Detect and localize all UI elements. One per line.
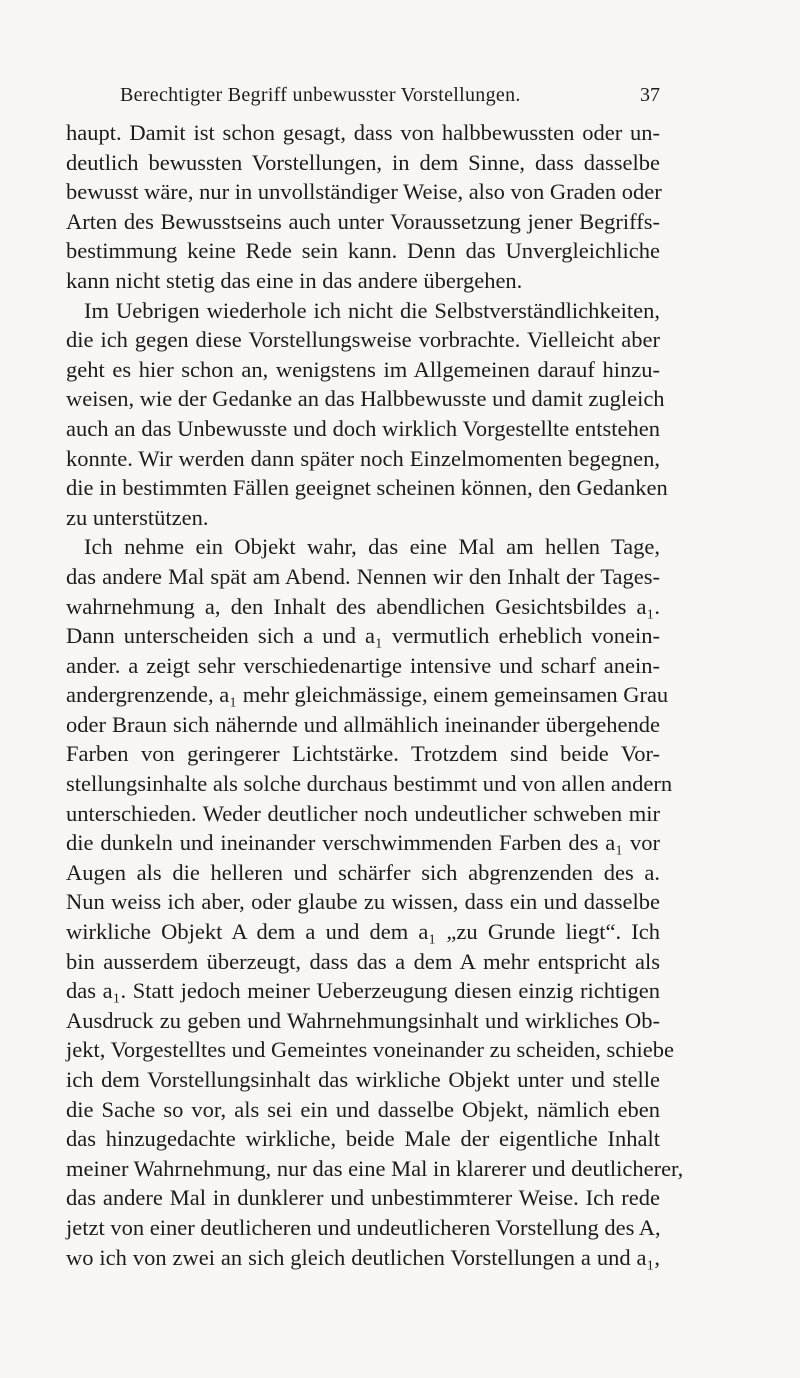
text-line: Ausdruck zu geben und Wahrnehmungsinhalt und wirkliches Ob- xyxy=(66,1007,660,1033)
text-line: Ich nehme ein Objekt wahr, das eine Mal am hellen Tage, xyxy=(84,534,660,560)
text-line: bewusst wäre, nur in unvollständiger Weise, also von Graden oder xyxy=(66,179,662,205)
text-line: Augen als die helleren und schärfer sich abgrenzenden des a. xyxy=(66,859,660,885)
text-line: das andere Mal spät am Abend. Nennen wir den Inhalt der Tages- xyxy=(66,563,660,589)
text-line: bestimmung keine Rede sein kann. Denn das Unvergleichliche xyxy=(66,238,660,264)
running-title: Berechtigter Begriff unbewusster Vorstellungen. xyxy=(120,84,521,106)
text-line: geht es hier schon an, wenigstens im Allgemeinen darauf hinzu- xyxy=(66,356,660,382)
text-line: Arten des Bewusstseins auch unter Voraussetzung jener Begriffs- xyxy=(66,208,660,234)
text-line: kann nicht stetig das eine in das andere übergehen. xyxy=(66,267,523,293)
text-line: das a₁. Statt jedoch meiner Ueberzeugung diesen einzig richtigen xyxy=(66,978,660,1004)
text-line: andergrenzende, a₁ mehr gleichmässige, einem gemeinsamen Grau xyxy=(66,682,669,708)
text-line: auch an das Unbewusste und doch wirklich Vorgestellte entstehen xyxy=(66,415,660,441)
text-line: bin ausserdem überzeugt, dass das a dem A mehr entspricht als xyxy=(66,948,660,974)
text-line: jetzt von einer deutlicheren und undeutlicheren Vorstellung des A, xyxy=(66,1214,661,1240)
text-line: stellungsinhalte als solche durchaus bestimmt und von allen andern xyxy=(66,771,673,797)
text-line: jekt, Vorgestelltes und Gemeintes voneinander zu scheiden, schiebe xyxy=(66,1037,674,1063)
text-line: oder Braun sich nähernde und allmählich ineinander übergehende xyxy=(66,711,660,737)
text-line: Nun weiss ich aber, oder glaube zu wissen, dass ein und dasselbe xyxy=(66,889,660,915)
text-line: unterschieden. Weder deutlicher noch undeutlicher schweben mir xyxy=(66,800,660,826)
text-line: ander. a zeigt sehr verschiedenartige intensive und scharf anein- xyxy=(66,652,660,678)
text-line: die in bestimmten Fällen geeignet scheinen können, den Gedanken xyxy=(66,475,668,501)
text-line: Farben von geringerer Lichtstärke. Trotzdem sind beide Vor- xyxy=(66,741,660,767)
text-line: wo ich von zwei an sich gleich deutlichen Vorstellungen a und a₁, xyxy=(66,1244,660,1270)
text-line: das hinzugedachte wirkliche, beide Male der eigentliche Inhalt xyxy=(66,1126,660,1152)
text-line: die ich gegen diese Vorstellungsweise vorbrachte. Vielleicht aber xyxy=(66,327,660,353)
text-line: deutlich bewussten Vorstellungen, in dem Sinne, dass dasselbe xyxy=(66,149,660,175)
text-line: das andere Mal in dunklerer und unbestimmterer Weise. Ich rede xyxy=(66,1185,660,1211)
text-line: ich dem Vorstellungsinhalt das wirkliche Objekt unter und stelle xyxy=(66,1067,660,1092)
text-line: konnte. Wir werden dann später noch Einzelmomenten begegnen, xyxy=(66,445,660,471)
text-line: Im Uebrigen wiederhole ich nicht die Selbstverständlichkeiten, xyxy=(84,297,660,323)
text-line: weisen, wie der Gedanke an das Halbbewusste und damit zugleich xyxy=(66,386,665,412)
text-line: meiner Wahrnehmung, nur das eine Mal in klarerer und deutlicherer, xyxy=(66,1155,684,1181)
text-line: haupt. Damit ist schon gesagt, dass von halbbewussten oder un- xyxy=(66,120,660,145)
page-header xyxy=(120,84,660,114)
text-line: wirkliche Objekt A dem a und dem a₁ „zu Grunde liegt“. Ich xyxy=(66,919,660,945)
text-line: Dann unterscheiden sich a und a₁ vermutlich erheblich vonein- xyxy=(66,623,660,649)
text-line: die dunkeln und ineinander verschwimmenden Farben des a₁ vor xyxy=(66,830,660,856)
text-line: wahrnehmung a, den Inhalt des abendlichen Gesichtsbildes a₁. xyxy=(66,593,660,619)
text-line: zu unterstützen. xyxy=(66,504,209,530)
text-line: die Sache so vor, als sei ein und dasselbe Objekt, nämlich eben xyxy=(66,1096,660,1122)
page-number: 37 xyxy=(640,84,660,106)
body-text xyxy=(66,118,684,1272)
